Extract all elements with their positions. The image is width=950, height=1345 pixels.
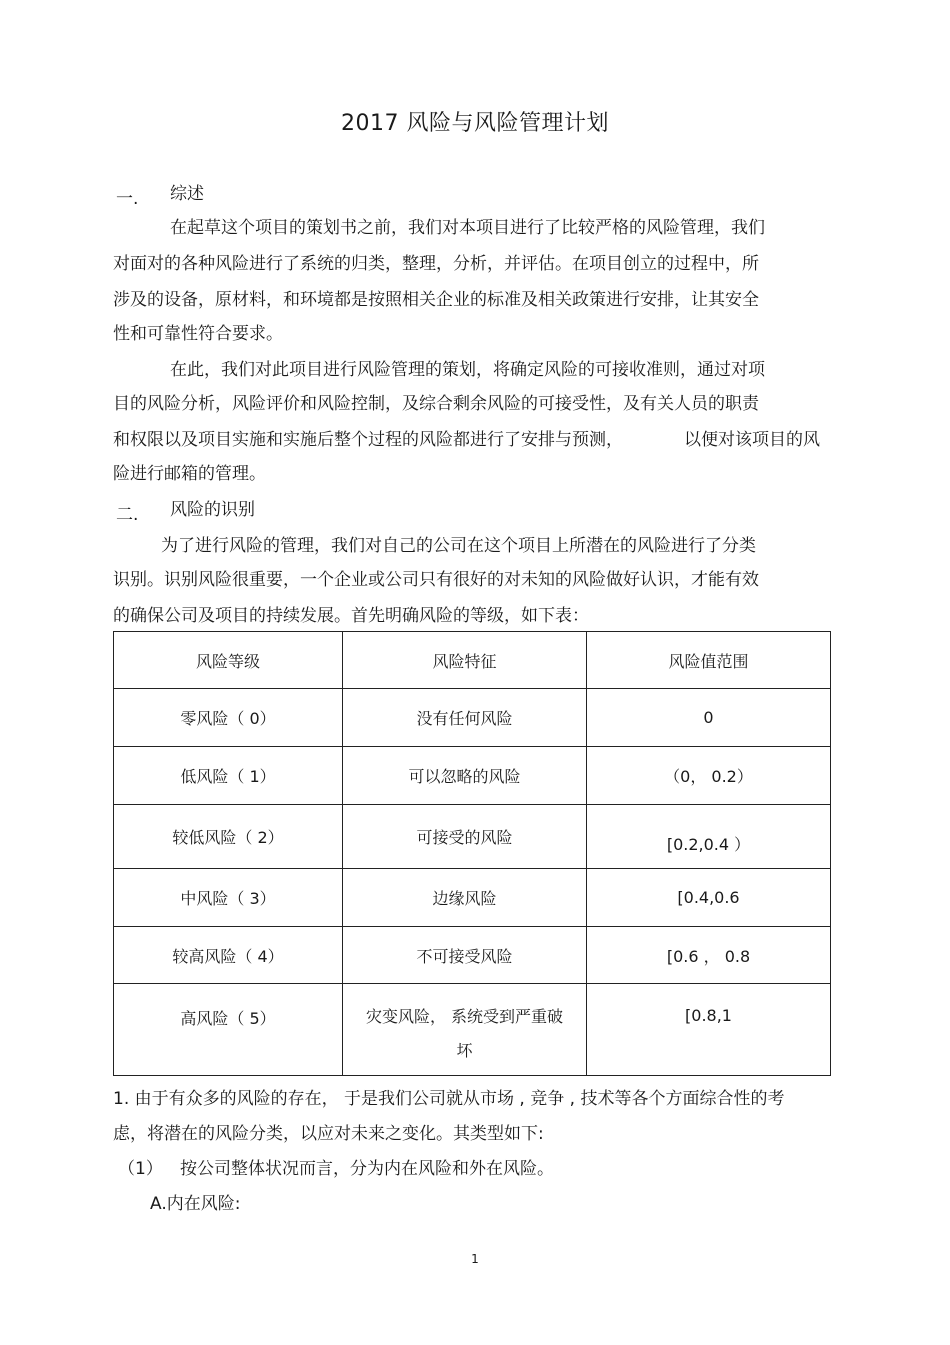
list-item-text: 按公司整体状况而言，分为内在风险和外在风险。 xyxy=(180,1159,554,1179)
table-cell: 不可接受风险 xyxy=(343,927,587,984)
table-cell: 边缘风险 xyxy=(343,869,587,927)
table-row xyxy=(114,869,831,927)
risk-level-table xyxy=(113,631,831,1076)
table-row xyxy=(114,927,831,984)
table-cell: （0， 0.2） xyxy=(587,747,831,805)
paragraph-line: 和权限以及项目实施和实施后整个过程的风险都进行了安排与预测， xyxy=(113,430,623,450)
paragraph-line: 以便对该项目的风 xyxy=(684,430,820,450)
table-cell xyxy=(343,984,587,1076)
table-cell: [0.4,0.6 xyxy=(587,869,831,927)
section1-number: 一. xyxy=(116,189,139,209)
table-cell: 中风险（ 3） xyxy=(114,869,343,927)
table-cell: 没有任何风险 xyxy=(343,689,587,747)
table-cell: 可接受的风险 xyxy=(343,805,587,869)
table-cell: 零风险（ 0） xyxy=(114,689,343,747)
table-header-row xyxy=(114,632,831,689)
table-row xyxy=(114,805,831,869)
paragraph-line: 的确保公司及项目的持续发展。首先明确风险的等级，如下表： xyxy=(113,606,589,626)
paragraph-line: 险进行邮箱的管理。 xyxy=(113,464,266,484)
table-cell: [0.8,1 xyxy=(587,984,831,1076)
sub-heading: A.内在风险: xyxy=(150,1194,241,1214)
table-header-cell: 风险等级 xyxy=(114,632,343,689)
table-cell: [0.6 ， 0.8 xyxy=(587,927,831,984)
table-cell-line: 灾变风险， 系统受到严重破 xyxy=(365,1007,564,1026)
table-row xyxy=(114,747,831,805)
paragraph-line: 在起草这个项目的策划书之前，我们对本项目进行了比较严格的风险管理，我们 xyxy=(170,218,765,238)
paragraph-line: 对面对的各种风险进行了系统的归类，整理，分析，并评估。在项目创立的过程中，所 xyxy=(113,254,759,274)
paragraph-line: 为了进行风险的管理，我们对自己的公司在这个项目上所潜在的风险进行了分类 xyxy=(161,536,756,556)
table-cell: 0 xyxy=(587,689,831,747)
paragraph-line: 识别。识别风险很重要，一个企业或公司只有很好的对未知的风险做好认识，才能有效 xyxy=(113,570,759,590)
table-cell: 低风险（ 1） xyxy=(114,747,343,805)
section2-heading: 风险的识别 xyxy=(170,500,255,520)
section1-heading: 综述 xyxy=(170,184,204,204)
table-cell-line: 坏 xyxy=(456,1041,473,1060)
paragraph-line: 在此，我们对此项目进行风险管理的策划，将确定风险的可接收准则，通过对项 xyxy=(170,360,765,380)
section2-number: 二. xyxy=(116,505,139,525)
page-number: 1 xyxy=(471,1252,479,1266)
table-cell: 可以忽略的风险 xyxy=(343,747,587,805)
table-cell: 较高风险（ 4） xyxy=(114,927,343,984)
page-title: 2017 风险与风险管理计划 xyxy=(341,111,609,136)
paragraph-line: 虑，将潜在的风险分类，以应对未来之变化。其类型如下: xyxy=(113,1124,544,1144)
paragraph-line: 性和可靠性符合要求。 xyxy=(113,324,283,344)
table-cell: 较低风险（ 2） xyxy=(114,805,343,869)
list-item-number: （1） xyxy=(118,1159,163,1179)
table-header-cell: 风险特征 xyxy=(343,632,587,689)
table-cell: [0.2,0.4 ） xyxy=(587,805,831,869)
paragraph-line: 目的风险分析，风险评价和风险控制，及综合剩余风险的可接受性，及有关人员的职责 xyxy=(113,394,759,414)
paragraph-line: 涉及的设备，原材料，和环境都是按照相关企业的标准及相关政策进行安排，让其安全 xyxy=(113,290,759,310)
table-header-cell: 风险值范围 xyxy=(587,632,831,689)
paragraph-line: 1. 由于有众多的风险的存在， 于是我们公司就从市场 , 竞争 , 技术等各个方面综合性的考 xyxy=(113,1089,785,1109)
table-row xyxy=(114,689,831,747)
table-cell: 高风险（ 5） xyxy=(114,984,343,1076)
table-row xyxy=(114,984,831,1076)
